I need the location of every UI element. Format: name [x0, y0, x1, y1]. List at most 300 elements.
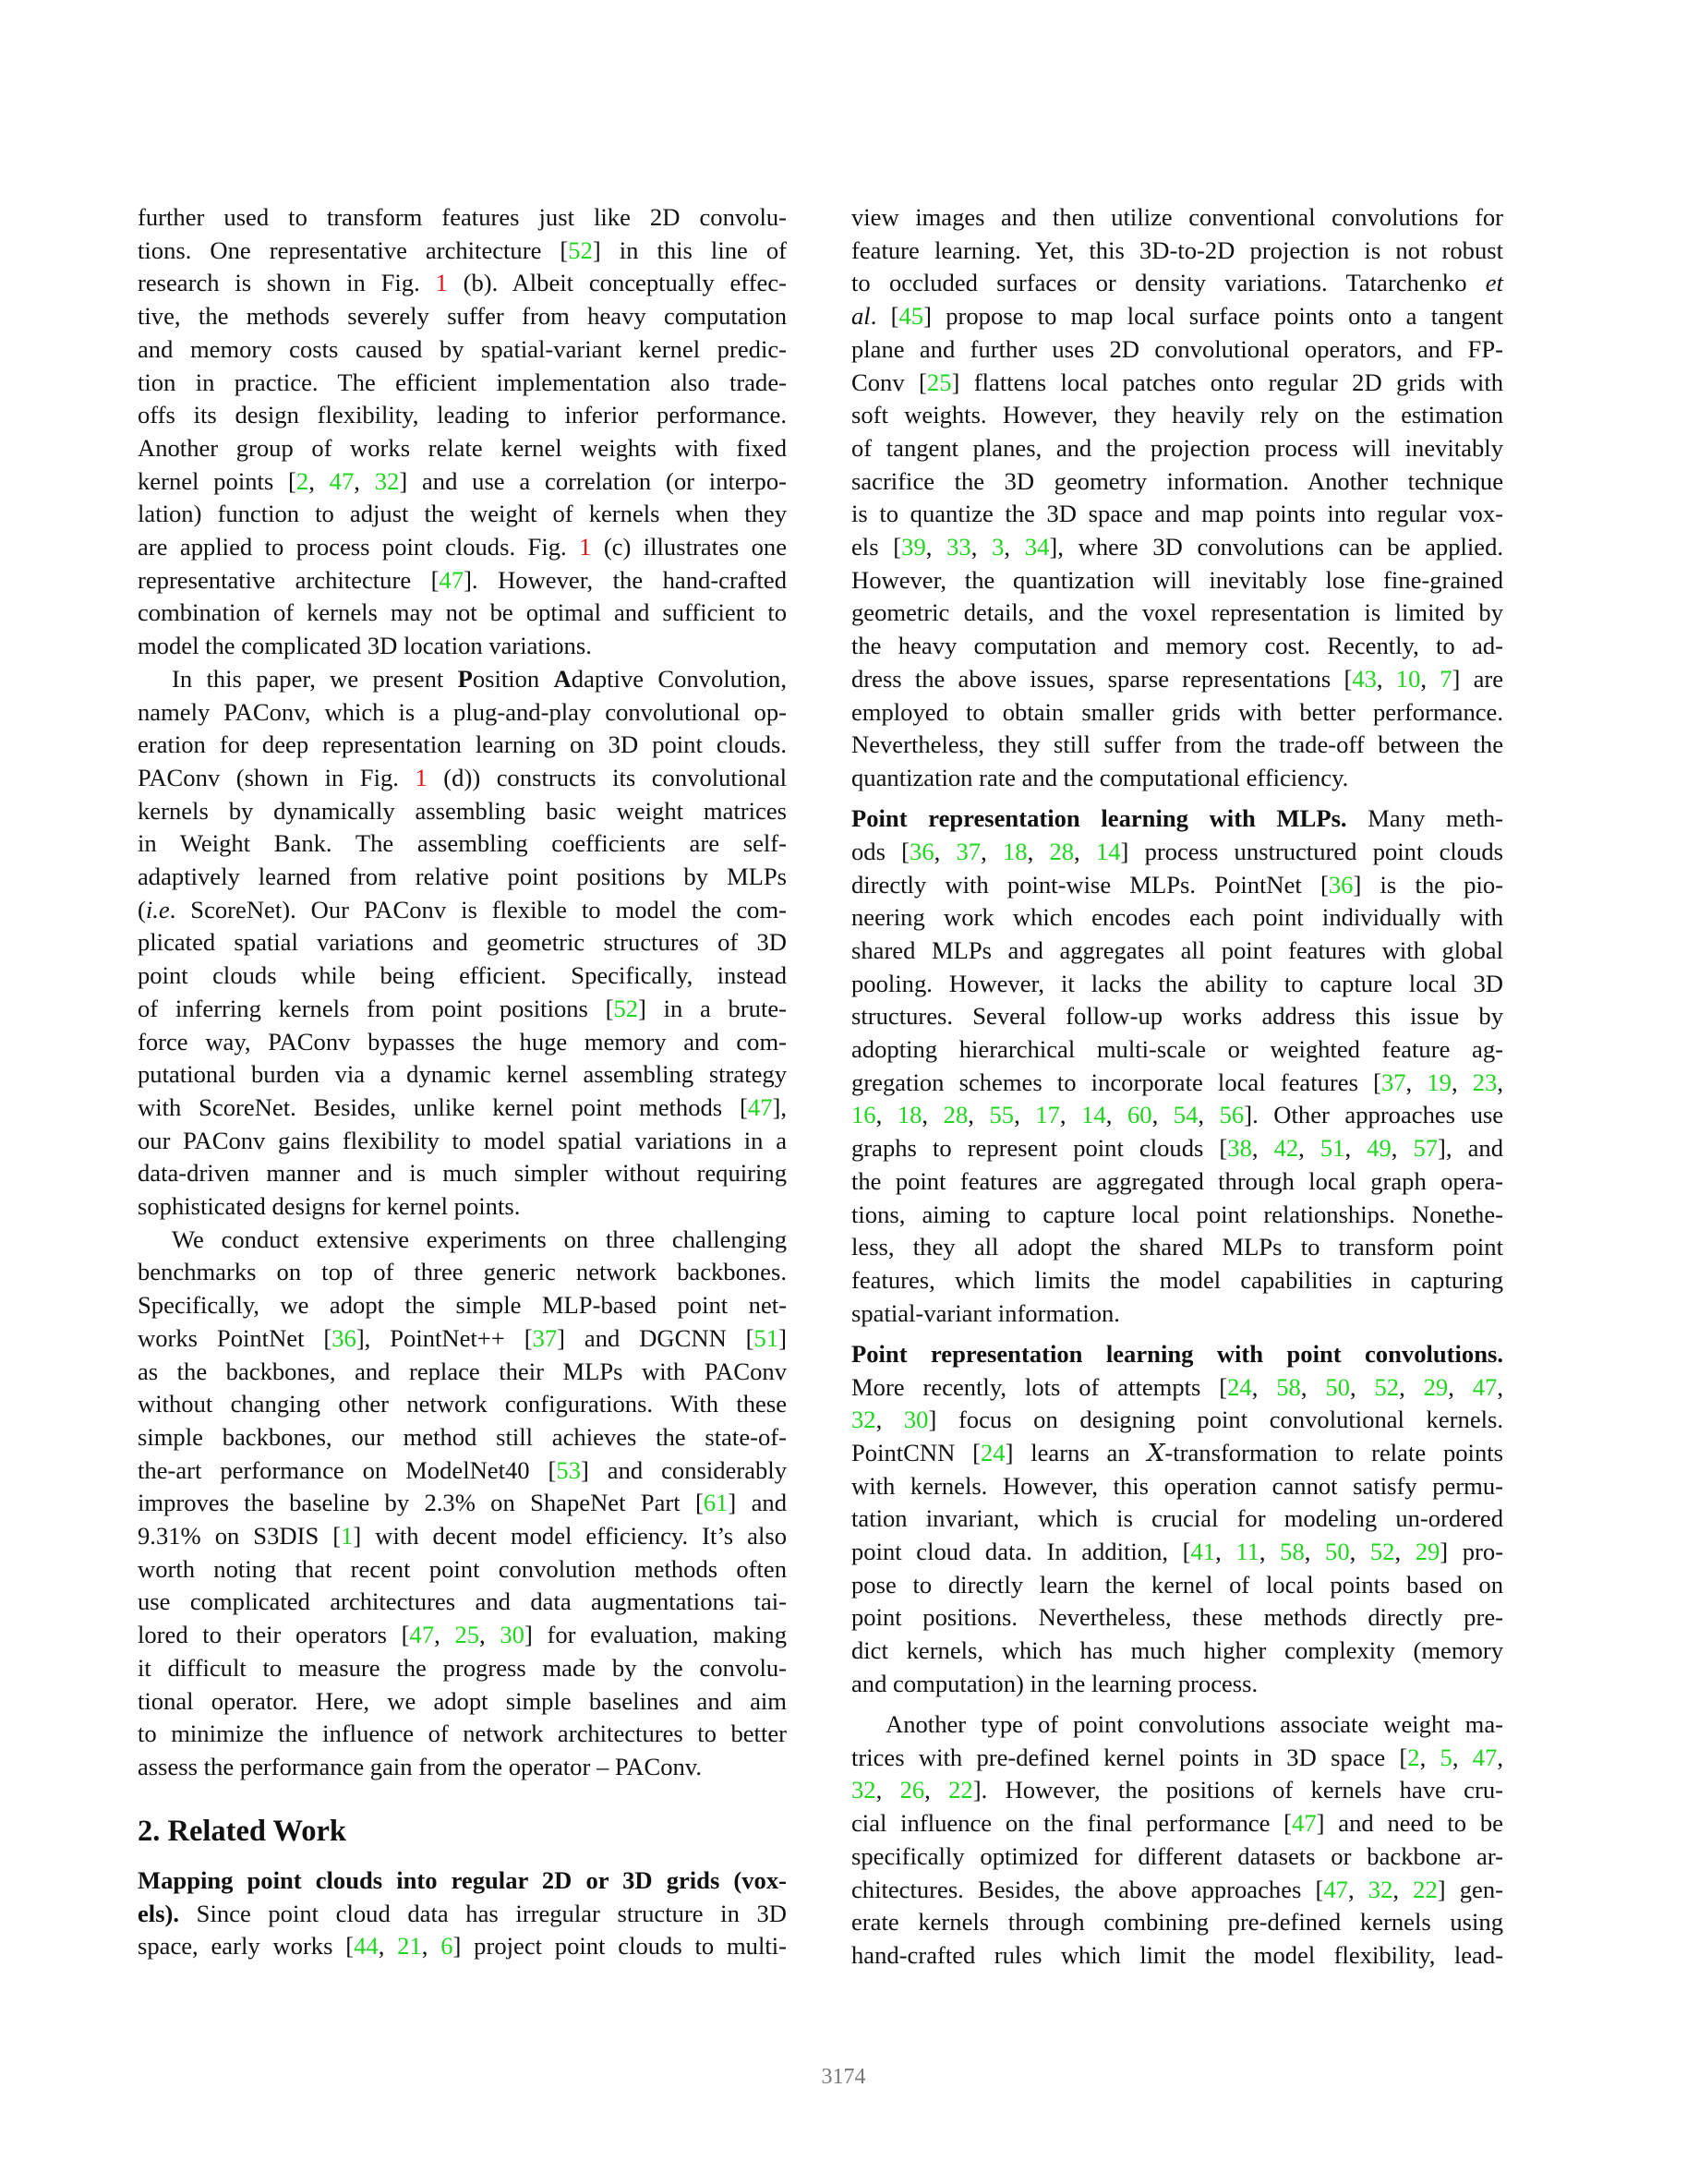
text-run: feature learning. Yet, this 3D-to-2D projection is not robust: [851, 235, 1503, 264]
citation-link[interactable]: 50: [1325, 1538, 1350, 1565]
text-line: [138, 1324, 787, 1352]
text-run: (d)) constructs its convolutional: [427, 763, 787, 791]
text-run: (b). Albeit conceptually effec-: [447, 269, 787, 297]
text-run: in Weight Bank. The assembling coefficients are self-: [138, 829, 787, 858]
text-run: ,: [1419, 1743, 1440, 1771]
text-run: ,: [968, 1101, 990, 1129]
text-run: of tangent planes, and the projection process will inevitably: [851, 433, 1503, 462]
text-run: els [: [851, 533, 902, 561]
text-run: structures. Several follow-up works address this issue by: [851, 1002, 1503, 1031]
text-run: More recently, lots of attempts [: [851, 1372, 1228, 1401]
text-run: ,: [1497, 1743, 1503, 1771]
citation-link[interactable]: 45: [898, 302, 924, 331]
text-line: [138, 632, 787, 659]
text-run: less, they all adopt the shared MLPs to transform point: [851, 1233, 1503, 1261]
text-line: [851, 970, 1503, 997]
citation-link[interactable]: 47: [1323, 1875, 1348, 1903]
citation-link[interactable]: 30: [903, 1406, 929, 1434]
text-line: [851, 598, 1503, 626]
text-run: force way, PAConv bypasses the huge memory and com-: [138, 1027, 787, 1056]
text-run: worth noting that recent point convolution methods often: [138, 1554, 787, 1583]
bold-text: A: [553, 664, 572, 693]
text-line: [851, 1233, 1503, 1261]
citation-link[interactable]: 24: [980, 1438, 1006, 1466]
citation-link[interactable]: 41: [1190, 1538, 1216, 1565]
section-heading: 2. Related Work: [138, 1815, 346, 1848]
text-line: [851, 1035, 1503, 1063]
text-line: [138, 203, 787, 231]
citation-link[interactable]: 18: [897, 1101, 922, 1129]
text-run: ,: [875, 1776, 900, 1804]
citation-link[interactable]: 23: [1472, 1068, 1498, 1096]
text-line: [138, 730, 787, 758]
text-run: ,: [1074, 837, 1096, 865]
citation-link[interactable]: 52: [1374, 1372, 1400, 1401]
citation-link[interactable]: 37: [1380, 1068, 1406, 1096]
text-line: [851, 1406, 1503, 1433]
text-line: [138, 1866, 787, 1894]
text-line: [851, 1068, 1503, 1096]
text-run: ,: [1105, 1101, 1127, 1129]
text-run: 9.31% on S3DIS [: [138, 1522, 342, 1550]
text-run: ],: [772, 1092, 787, 1121]
text-line: [138, 961, 787, 989]
text-run: ,: [1420, 664, 1440, 693]
text-run: tation invariant, which is crucial for modeling un-ordered: [851, 1504, 1503, 1533]
citation-link[interactable]: 16: [851, 1101, 876, 1129]
text-line: [138, 1258, 787, 1285]
text-run: ,: [1027, 837, 1050, 865]
text-run: lored to their operators [: [138, 1621, 410, 1649]
text-run: kernel points [: [138, 466, 296, 495]
text-run: erate kernels through combining pre-defined kernels using: [851, 1908, 1503, 1937]
text-run: ]. However, the positions of kernels have cru-: [972, 1776, 1503, 1804]
text-run: graphs to represent point clouds [: [851, 1134, 1228, 1163]
text-run: ] propose to map local surface points onto a tangent: [923, 302, 1503, 331]
citation-link[interactable]: 36: [331, 1323, 356, 1352]
text-line: [138, 829, 787, 857]
text-run: with kernels. However, this operation cannot satisfy permu-: [851, 1471, 1503, 1500]
citation-link[interactable]: 55: [989, 1101, 1015, 1129]
text-run: ,: [981, 837, 1003, 865]
text-run: simple backbones, our method still achieves the state-of-: [138, 1422, 787, 1451]
citation-link[interactable]: 47: [747, 1092, 773, 1121]
citation-link[interactable]: 11: [1235, 1538, 1259, 1565]
text-line: [138, 1357, 787, 1385]
text-run: and memory costs caused by spatial-variant kernel predic-: [138, 334, 787, 363]
text-run: Since point cloud data has irregular structure in 3D: [179, 1899, 787, 1927]
text-run: adaptively learned from relative point positions by MLPs: [138, 863, 787, 890]
citation-link[interactable]: 22: [948, 1776, 973, 1804]
text-line: [851, 1842, 1503, 1870]
text-line: [851, 1670, 1503, 1697]
text-line: [138, 1489, 787, 1516]
citation-link[interactable]: 51: [1319, 1134, 1345, 1163]
text-run: ,: [354, 466, 375, 495]
text-line: [851, 632, 1503, 659]
text-line: [851, 730, 1503, 758]
text-run: ,: [1349, 1372, 1375, 1401]
citation-link[interactable]: 6: [440, 1932, 453, 1961]
text-line: [851, 203, 1503, 231]
text-run: representative architecture [: [138, 565, 440, 594]
text-run: dict kernels, which has much higher complexity (memory: [851, 1636, 1503, 1665]
text-run: further used to transform features just like 2D convolu-: [138, 203, 787, 231]
text-line: [851, 1908, 1503, 1936]
text-run: ] and considerably: [580, 1455, 787, 1484]
text-run: use complicated architectures and data augmentations tai-: [138, 1587, 787, 1616]
text-run: ,: [1344, 1134, 1368, 1163]
text-run: Another group of works relate kernel weights with fixed: [138, 433, 787, 462]
text-run: ,: [970, 533, 993, 561]
figure-ref-link[interactable]: 1: [579, 533, 592, 561]
text-run: chitectures. Besides, the above approaches [: [851, 1875, 1324, 1903]
text-line: [138, 928, 787, 956]
text-run: point cloud data. In addition, [: [851, 1538, 1191, 1565]
citation-link[interactable]: 5: [1440, 1743, 1452, 1771]
citation-link[interactable]: 24: [1227, 1372, 1252, 1401]
citation-link[interactable]: 61: [703, 1489, 729, 1517]
citation-link[interactable]: 2: [295, 466, 309, 495]
text-run: ,: [925, 533, 947, 561]
citation-link[interactable]: 51: [753, 1323, 779, 1352]
text-run: ,: [1251, 1134, 1274, 1163]
text-line: [851, 1299, 1503, 1327]
text-run: namely PAConv, which is a plug-and-play convolutional op-: [138, 697, 787, 726]
citation-link[interactable]: 32: [851, 1776, 876, 1804]
text-run: and computation) in the learning process.: [851, 1669, 1259, 1697]
text-run: putational burden via a dynamic kernel assembling strategy: [138, 1060, 787, 1089]
text-run: ,: [1059, 1101, 1082, 1129]
page-number: 3174: [821, 2065, 866, 2089]
citation-link[interactable]: 54: [1173, 1101, 1199, 1129]
citation-link[interactable]: 29: [1415, 1538, 1440, 1565]
citation-link[interactable]: 2: [1407, 1743, 1420, 1771]
text-line: [138, 1159, 787, 1187]
figure-ref-link[interactable]: 1: [415, 763, 428, 791]
citation-link[interactable]: 14: [1081, 1101, 1106, 1129]
text-line: [851, 434, 1503, 462]
text-run: ,: [1349, 1538, 1370, 1565]
citation-link[interactable]: 47: [1292, 1809, 1317, 1838]
citation-link[interactable]: 58: [1280, 1538, 1305, 1565]
text-run: ] project point clouds to multi-: [452, 1932, 787, 1961]
text-run: ,: [1298, 1134, 1320, 1163]
text-line: [851, 302, 1503, 330]
text-run: ,: [934, 837, 957, 865]
bold-text: els).: [138, 1899, 180, 1927]
text-run: to occluded surfaces or density variations. Tatarchenko: [851, 269, 1486, 297]
text-run: quantization rate and the computational efficiency.: [851, 763, 1349, 791]
text-line: [138, 1621, 787, 1648]
text-run: ], where 3D convolutions can be applied.: [1049, 533, 1504, 561]
citation-link[interactable]: 52: [613, 994, 639, 1022]
citation-link[interactable]: 26: [899, 1776, 925, 1804]
text-line: [851, 368, 1503, 396]
text-run: ,: [1251, 1372, 1277, 1401]
text-line: [138, 1291, 787, 1319]
text-run: ,: [1405, 1068, 1428, 1096]
text-run: the heavy computation and memory cost. Recently, to ad-: [851, 632, 1503, 660]
text-run: specifically optimized for different datasets or backbone ar-: [851, 1841, 1503, 1870]
text-run: ] and DGCNN [: [557, 1323, 754, 1352]
citation-link[interactable]: 39: [901, 533, 926, 561]
text-run: geometric details, and the voxel representation is limited by: [851, 598, 1503, 627]
text-line: [851, 1002, 1503, 1030]
text-run: pooling. However, it lacks the ability to capture local 3D: [851, 969, 1503, 997]
text-line: [851, 1571, 1503, 1599]
text-run: tional operator. Here, we adopt simple baselines and aim: [138, 1686, 787, 1715]
text-line: [851, 1472, 1503, 1500]
citation-link[interactable]: 58: [1276, 1372, 1301, 1401]
citation-link[interactable]: 22: [1413, 1875, 1438, 1903]
text-line: [138, 896, 787, 923]
text-line: [138, 1900, 787, 1927]
citation-link[interactable]: 37: [532, 1323, 558, 1352]
citation-link[interactable]: 52: [568, 235, 593, 264]
text-run: ] and need to be: [1316, 1809, 1503, 1838]
text-run: osition: [472, 664, 554, 693]
text-run: kernels by dynamically assembling basic weight matrices: [138, 796, 787, 825]
text-run: ,: [421, 1932, 441, 1961]
figure-ref-link[interactable]: 1: [435, 269, 448, 297]
text-run: ]. However, the hand-crafted: [464, 565, 787, 594]
citation-link[interactable]: 34: [1024, 533, 1050, 561]
text-run: ,: [479, 1621, 500, 1649]
text-run: Nevertheless, they still suffer from the trade-off between the: [851, 730, 1503, 759]
citation-link[interactable]: 56: [1219, 1101, 1245, 1129]
text-run: ] gen-: [1437, 1875, 1504, 1903]
citation-link[interactable]: 47: [1472, 1372, 1498, 1401]
citation-link[interactable]: 47: [1472, 1743, 1498, 1771]
text-run: Many meth-: [1346, 804, 1503, 833]
text-line: [138, 764, 787, 791]
text-line: [851, 1710, 1503, 1738]
citation-link[interactable]: 53: [556, 1455, 581, 1484]
text-run: ,: [924, 1776, 949, 1804]
text-line: [138, 467, 787, 495]
citation-link[interactable]: 30: [500, 1621, 524, 1649]
citation-link[interactable]: 1: [341, 1522, 354, 1550]
citation-link[interactable]: 47: [329, 466, 355, 495]
text-run: soft weights. However, they heavily rely on the estimation: [851, 401, 1503, 429]
citation-link[interactable]: 32: [1368, 1875, 1393, 1903]
text-run: are applied to process point clouds. Fig.: [138, 533, 580, 561]
text-run: ,: [1004, 533, 1025, 561]
text-line: [851, 1134, 1503, 1162]
text-run: improves the baseline by 2.3% on ShapeNet Part [: [138, 1489, 704, 1517]
text-line: [138, 1192, 787, 1220]
text-run: with ScoreNet. Besides, unlike kernel point methods [: [138, 1092, 748, 1121]
text-line: [851, 1340, 1503, 1368]
citation-link[interactable]: 37: [956, 837, 982, 865]
text-run: -transformation to relate points: [1164, 1438, 1503, 1466]
text-line: [138, 1753, 787, 1780]
text-line: [138, 1719, 787, 1747]
text-line: [138, 1423, 787, 1451]
text-run: ] for evaluation, making: [524, 1621, 788, 1649]
citation-link[interactable]: 25: [454, 1621, 480, 1649]
text-line: [851, 1809, 1503, 1837]
text-line: [851, 1266, 1503, 1294]
text-line: [851, 1504, 1503, 1532]
text-run: ods [: [851, 837, 910, 865]
text-run: view images and then utilize conventional convolutions for: [851, 203, 1503, 231]
math-symbol: X: [1147, 1438, 1165, 1467]
text-run: ,: [1347, 1875, 1368, 1903]
text-line: [851, 764, 1503, 791]
text-run: of inferring kernels from point positions [: [138, 994, 614, 1022]
citation-link[interactable]: 33: [946, 533, 971, 561]
text-run: point clouds while being efficient. Specifically, instead: [138, 961, 787, 990]
text-line: [851, 566, 1503, 594]
text-line: [138, 1555, 787, 1583]
citation-link[interactable]: 44: [354, 1932, 379, 1961]
text-run: combination of kernels may not be optimal and sufficient to: [138, 598, 787, 627]
text-line: [138, 335, 787, 363]
text-line: [138, 566, 787, 594]
text-run: ,: [922, 1101, 944, 1129]
text-line: [851, 838, 1503, 865]
text-line: [138, 1456, 787, 1484]
citation-link[interactable]: 17: [1035, 1101, 1060, 1129]
citation-link[interactable]: 52: [1369, 1538, 1395, 1565]
text-run: ] pro-: [1440, 1538, 1504, 1565]
text-line: [138, 1522, 787, 1550]
text-run: as the backbones, and replace their MLPs with PAConv: [138, 1357, 787, 1385]
text-line: [851, 236, 1503, 264]
text-run: ], and: [1438, 1134, 1504, 1163]
italic-text: al: [851, 302, 871, 331]
text-run: tive, the methods severely suffer from heavy computation: [138, 302, 787, 331]
text-run: ]. Other approaches use: [1244, 1101, 1504, 1129]
text-run: tion in practice. The efficient implementation also trade-: [138, 368, 787, 396]
citation-link[interactable]: 57: [1413, 1134, 1439, 1163]
text-line: [138, 1932, 787, 1960]
citation-link[interactable]: 32: [374, 466, 400, 495]
citation-link[interactable]: 47: [409, 1621, 435, 1649]
text-run: ,: [1497, 1068, 1503, 1096]
text-run: data-driven manner and is much simpler without requiring: [138, 1159, 787, 1188]
text-run: Specifically, we adopt the simple MLP-based point net-: [138, 1291, 787, 1320]
citation-link[interactable]: 7: [1440, 664, 1452, 693]
text-line: [851, 1776, 1503, 1804]
text-run: ] process unstructured point clouds: [1120, 837, 1504, 865]
text-run: ,: [308, 466, 330, 495]
text-line: [138, 598, 787, 626]
text-run: ] focus on designing point convolutional kernels.: [928, 1406, 1504, 1434]
citation-link[interactable]: 49: [1367, 1134, 1392, 1163]
citation-link[interactable]: 10: [1395, 664, 1421, 693]
text-run: ,: [1215, 1538, 1236, 1565]
text-run: features, which limits the model capabilities in capturing: [851, 1265, 1503, 1294]
text-run: dress the above issues, sparse representations [: [851, 664, 1353, 693]
citation-link[interactable]: 60: [1127, 1101, 1152, 1129]
text-line: [138, 797, 787, 825]
citation-link[interactable]: 43: [1352, 664, 1377, 693]
text-run: research is shown in Fig.: [138, 269, 436, 297]
citation-link[interactable]: 28: [943, 1101, 969, 1129]
text-line: [851, 1201, 1503, 1228]
text-run: ] and use a correlation (or interpo-: [399, 466, 787, 495]
text-line: [851, 1636, 1503, 1664]
text-run: directly with point-wise MLPs. PointNet [: [851, 870, 1329, 899]
text-run: We conduct extensive experiments on three challenging: [172, 1225, 787, 1253]
text-line: [138, 401, 787, 428]
text-run: ] learns an: [1005, 1438, 1148, 1466]
text-line: [138, 236, 787, 264]
text-run: gregation schemes to incorporate local features [: [851, 1068, 1381, 1096]
text-run: . ScoreNet). Our PAConv is flexible to model the com-: [169, 895, 787, 923]
citation-link[interactable]: 25: [926, 368, 952, 396]
bold-text: Mapping point clouds into regular 2D or 3D grids (vox-: [138, 1866, 787, 1894]
text-run: PointCNN [: [851, 1438, 981, 1466]
text-run: ] in this line of: [592, 235, 787, 264]
text-line: [851, 804, 1503, 832]
text-line: [138, 1687, 787, 1715]
text-run: employed to obtain smaller grids with better performance.: [851, 697, 1503, 726]
text-run: offs its design flexibility, leading to inferior performance.: [138, 401, 787, 429]
citation-link[interactable]: 3: [992, 533, 1005, 561]
text-run: shared MLPs and aggregates all point features with global: [851, 935, 1503, 964]
text-line: [138, 1093, 787, 1121]
text-line: [851, 698, 1503, 726]
text-run: works PointNet [: [138, 1323, 332, 1352]
text-line: [138, 1654, 787, 1682]
text-line: [138, 1390, 787, 1418]
text-run: In this paper, we present: [172, 664, 458, 693]
italic-text: et: [1485, 269, 1503, 297]
citation-link[interactable]: 28: [1049, 837, 1075, 865]
text-line: [851, 1744, 1503, 1771]
text-line: [138, 500, 787, 527]
bold-text: Point representation learning with point convolutions.: [851, 1339, 1503, 1368]
text-run: trices with pre-defined kernel points in 3D space [: [851, 1743, 1408, 1771]
text-run: cial influence on the final performance [: [851, 1809, 1293, 1838]
text-run: ,: [1448, 1372, 1473, 1401]
text-line: [851, 871, 1503, 899]
text-run: ] flattens local patches onto regular 2D grids with: [951, 368, 1504, 396]
text-run: ] with decent model efficiency. It’s also: [353, 1522, 788, 1550]
text-run: ,: [434, 1621, 455, 1649]
text-run: However, the quantization will inevitably lose fine-grained: [851, 565, 1503, 594]
text-run: ,: [1198, 1101, 1220, 1129]
citation-link[interactable]: 36: [910, 837, 934, 865]
text-run: adopting hierarchical multi-scale or weighted feature ag-: [851, 1035, 1503, 1063]
text-line: [138, 1225, 787, 1253]
text-run: hand-crafted rules which limit the model flexibility, lead-: [851, 1940, 1503, 1969]
text-line: [851, 401, 1503, 428]
citation-link[interactable]: 19: [1427, 1068, 1452, 1096]
citation-link[interactable]: 32: [851, 1406, 876, 1434]
citation-link[interactable]: 29: [1423, 1372, 1449, 1401]
text-line: [851, 1101, 1503, 1128]
text-line: [851, 335, 1503, 363]
text-run: ,: [1497, 1372, 1503, 1401]
text-line: [138, 302, 787, 330]
citation-link[interactable]: 18: [1002, 837, 1028, 865]
citation-link[interactable]: 42: [1273, 1134, 1299, 1163]
text-line: [138, 1060, 787, 1088]
text-line: [138, 368, 787, 396]
citation-link[interactable]: 50: [1325, 1372, 1350, 1401]
citation-link[interactable]: 47: [439, 565, 464, 594]
citation-link[interactable]: 14: [1095, 837, 1121, 865]
citation-link[interactable]: 38: [1227, 1134, 1252, 1163]
citation-link[interactable]: 36: [1328, 870, 1354, 899]
citation-link[interactable]: 21: [397, 1932, 422, 1961]
text-line: [138, 995, 787, 1022]
